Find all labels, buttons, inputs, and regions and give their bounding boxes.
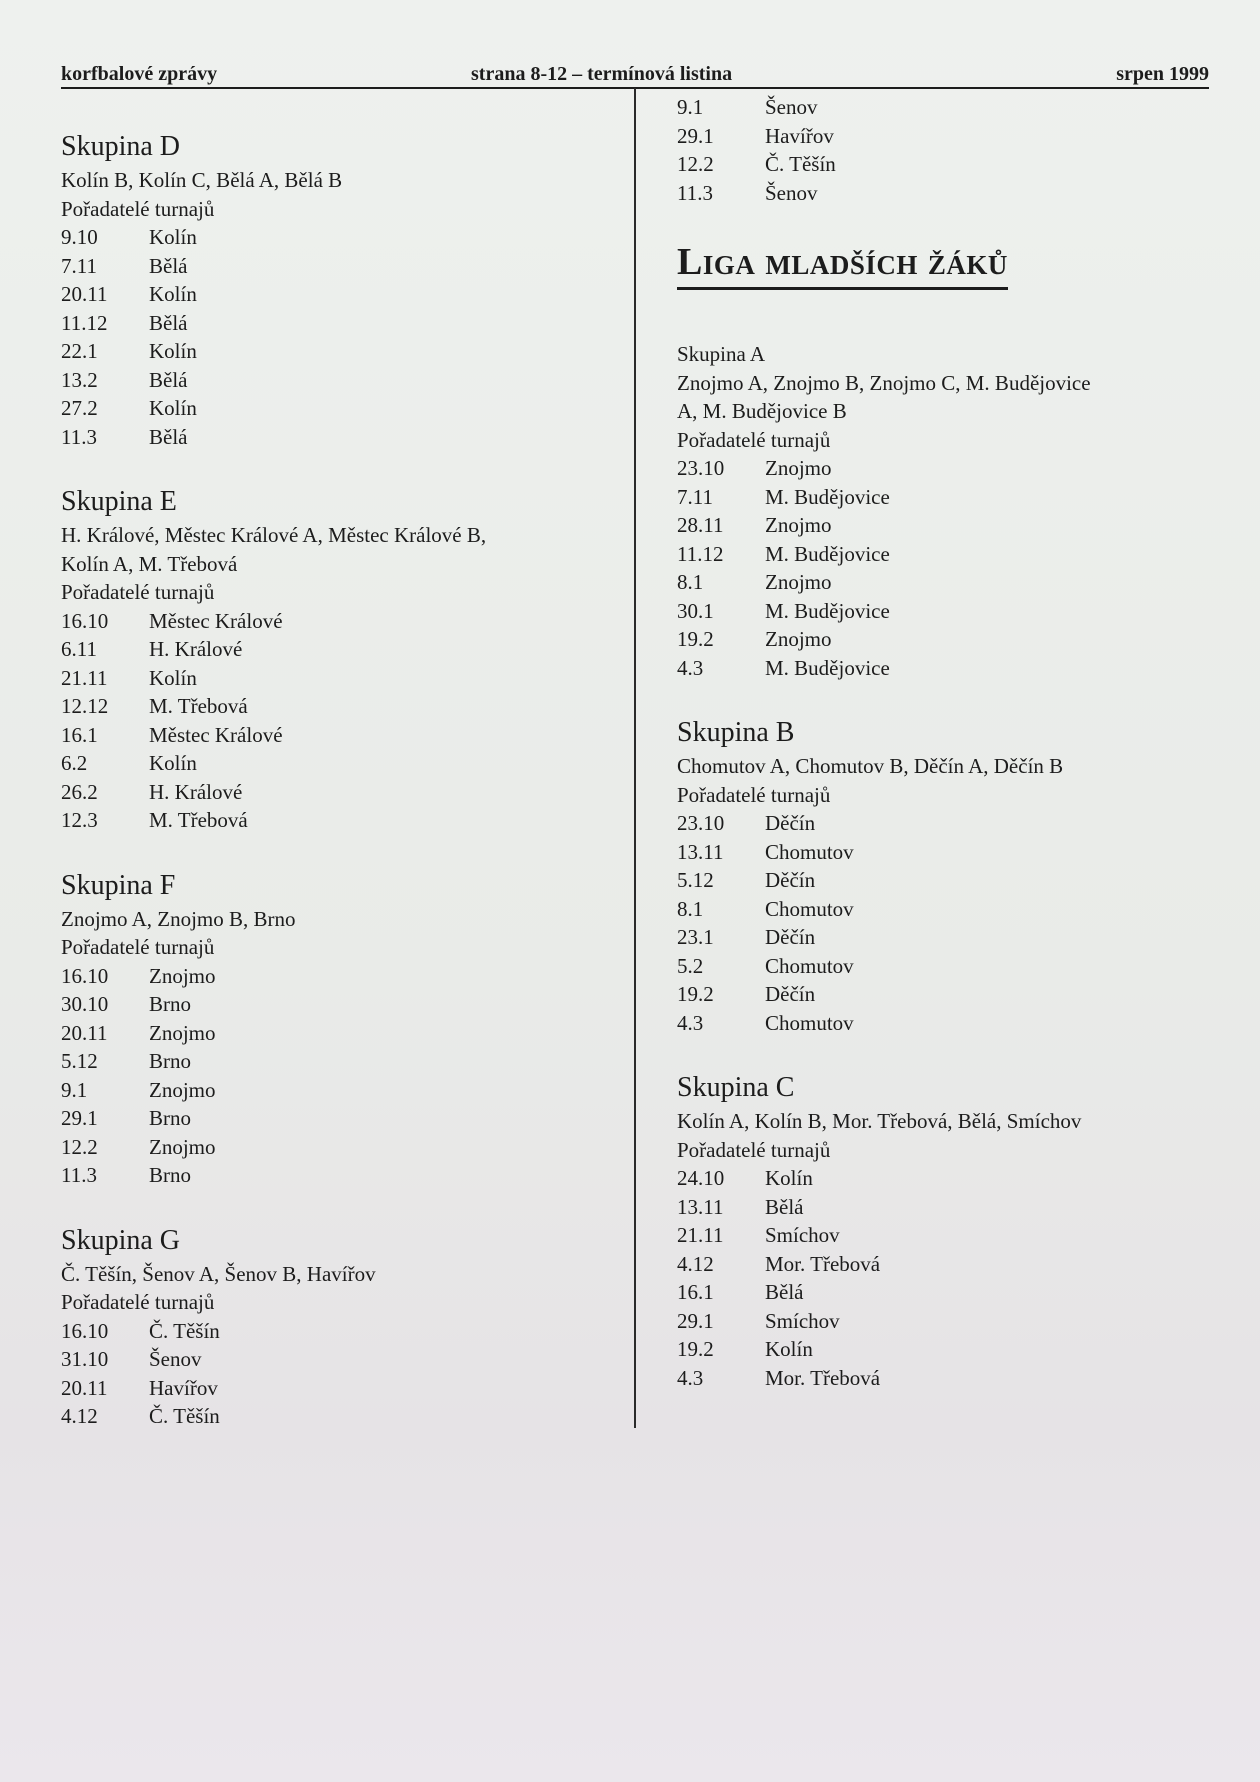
schedule-row bbox=[61, 223, 621, 252]
schedule-place: Městec Králové bbox=[149, 608, 283, 633]
schedule-date: 29.1 bbox=[677, 1308, 714, 1333]
schedule-row bbox=[677, 540, 1237, 569]
group-title: Skupina G bbox=[61, 1224, 180, 1256]
schedule-date: 29.1 bbox=[677, 123, 714, 148]
schedule-date: 7.11 bbox=[61, 253, 97, 278]
schedule-place: Kolín bbox=[149, 396, 197, 420]
schedule-row bbox=[677, 568, 1237, 597]
schedule-date: 13.11 bbox=[677, 839, 724, 864]
schedule-place: H. Králové bbox=[149, 637, 243, 661]
schedule-place: Chomutov bbox=[765, 1010, 854, 1035]
schedule-place: M. Třebová bbox=[149, 694, 248, 718]
group-title: Skupina A bbox=[677, 342, 766, 366]
schedule-place: Kolín bbox=[149, 665, 197, 690]
schedule-date: 5.2 bbox=[677, 953, 704, 978]
schedule-place: Kolín bbox=[765, 1166, 813, 1190]
group-teams: Kolín A, Kolín B, Mor. Třebová, Bělá, Smíchov bbox=[677, 1109, 1082, 1133]
right-column bbox=[677, 93, 1237, 1426]
schedule-place: Bělá bbox=[149, 424, 188, 449]
group-d bbox=[61, 130, 621, 451]
group-teams: Kolín B, Kolín C, Bělá A, Bělá B bbox=[61, 168, 343, 192]
schedule-row bbox=[61, 252, 621, 281]
schedule-row bbox=[61, 721, 621, 750]
schedule-list bbox=[61, 1317, 621, 1431]
schedule-row bbox=[677, 454, 1237, 483]
group-teams-line2: A, M. Budějovice B bbox=[677, 399, 847, 423]
schedule-date: 22.1 bbox=[61, 339, 98, 363]
schedule-row bbox=[61, 1374, 621, 1403]
schedule-row bbox=[61, 990, 621, 1019]
schedule-list bbox=[677, 809, 1237, 1037]
schedule-place: M. Třebová bbox=[149, 808, 248, 832]
schedule-list bbox=[61, 607, 621, 835]
schedule-row bbox=[61, 337, 621, 366]
schedule-row bbox=[677, 980, 1237, 1009]
schedule-date: 26.2 bbox=[61, 779, 98, 804]
schedule-date: 30.10 bbox=[61, 992, 109, 1016]
schedule-date: 9.1 bbox=[677, 95, 704, 119]
schedule-place: Chomutov bbox=[765, 839, 854, 864]
schedule-date: 28.11 bbox=[677, 513, 724, 537]
schedule-date: 12.2 bbox=[677, 152, 714, 176]
schedule-row bbox=[61, 1402, 621, 1431]
schedule-place: Bělá bbox=[765, 1194, 804, 1219]
schedule-date: 30.1 bbox=[677, 598, 714, 623]
group-teams: Znojmo A, Znojmo B, Brno bbox=[61, 906, 296, 931]
schedule-date: 9.10 bbox=[61, 225, 98, 249]
schedule-row bbox=[61, 1133, 621, 1162]
schedule-date: 21.11 bbox=[677, 1223, 724, 1247]
schedule-place: Bělá bbox=[149, 367, 188, 392]
schedule-date: 16.1 bbox=[61, 722, 98, 747]
group-g bbox=[61, 1224, 621, 1431]
schedule-date: 23.1 bbox=[677, 925, 714, 949]
organizers-label: Pořadatelé turnajů bbox=[677, 427, 831, 452]
schedule-row bbox=[677, 597, 1237, 626]
schedule-place: M. Budějovice bbox=[765, 655, 890, 680]
schedule-row bbox=[61, 692, 621, 721]
schedule-date: 13.11 bbox=[677, 1194, 724, 1219]
schedule-row bbox=[61, 778, 621, 807]
schedule-row bbox=[61, 749, 621, 778]
schedule-place: Brno bbox=[149, 1049, 191, 1073]
schedule-date: 21.11 bbox=[61, 665, 108, 690]
schedule-date: 5.12 bbox=[677, 868, 714, 892]
schedule-row bbox=[677, 809, 1237, 838]
schedule-date: 4.12 bbox=[61, 1404, 98, 1428]
header-date: srpen 1999 bbox=[1116, 63, 1209, 85]
schedule-row bbox=[61, 607, 621, 636]
schedule-place: Smíchov bbox=[765, 1223, 840, 1247]
schedule-date: 4.3 bbox=[677, 1010, 704, 1035]
schedule-row bbox=[61, 280, 621, 309]
schedule-row bbox=[61, 1345, 621, 1374]
schedule-place: Brno bbox=[149, 1106, 191, 1130]
schedule-place: Děčín bbox=[765, 925, 816, 949]
schedule-date: 11.3 bbox=[61, 1163, 97, 1187]
schedule-date: 11.3 bbox=[61, 424, 97, 449]
schedule-row bbox=[61, 1317, 621, 1346]
schedule-place: Č. Těšín bbox=[149, 1404, 220, 1428]
schedule-row bbox=[677, 838, 1237, 867]
schedule-date: 16.10 bbox=[61, 1318, 109, 1343]
schedule-date: 8.1 bbox=[677, 896, 704, 921]
schedule-row bbox=[677, 1221, 1237, 1250]
schedule-date: 6.2 bbox=[61, 751, 88, 775]
schedule-date: 11.12 bbox=[677, 541, 724, 566]
schedule-date: 9.1 bbox=[61, 1077, 88, 1102]
schedule-date: 23.10 bbox=[677, 456, 725, 480]
schedule-place: Chomutov bbox=[765, 896, 854, 921]
schedule-date: 20.11 bbox=[61, 282, 108, 306]
schedule-place: Č. Těšín bbox=[765, 152, 836, 176]
schedule-date: 24.10 bbox=[677, 1166, 725, 1190]
schedule-row bbox=[61, 309, 621, 338]
group-title: Skupina C bbox=[677, 1072, 795, 1103]
schedule-date: 16.10 bbox=[61, 963, 109, 988]
schedule-date: 20.11 bbox=[61, 1375, 108, 1400]
schedule-date: 11.12 bbox=[61, 310, 108, 335]
schedule-place: Znojmo bbox=[765, 456, 832, 480]
schedule-row bbox=[677, 483, 1237, 512]
schedule-place: Šenov bbox=[765, 95, 818, 119]
schedule-place: H. Králové bbox=[149, 779, 243, 804]
schedule-row bbox=[61, 635, 621, 664]
group-f bbox=[61, 869, 621, 1190]
schedule-row bbox=[677, 1364, 1237, 1393]
schedule-row bbox=[677, 122, 1237, 151]
schedule-place: Mor. Třebová bbox=[765, 1365, 881, 1390]
league-heading bbox=[677, 239, 1008, 290]
group-c bbox=[677, 1071, 1237, 1392]
schedule-row bbox=[61, 1076, 621, 1105]
schedule-place: Havířov bbox=[149, 1375, 218, 1400]
schedule-date: 11.3 bbox=[677, 180, 713, 205]
schedule-row bbox=[61, 1161, 621, 1190]
schedule-row bbox=[677, 866, 1237, 895]
schedule-date: 31.10 bbox=[61, 1347, 109, 1371]
schedule-place: Bělá bbox=[149, 253, 188, 278]
group-teams: Č. Těšín, Šenov A, Šenov B, Havířov bbox=[61, 1261, 376, 1286]
schedule-date: 7.11 bbox=[677, 484, 713, 509]
group-teams-line1: Znojmo A, Znojmo B, Znojmo C, M. Budějovice bbox=[677, 370, 1091, 395]
schedule-place: Znojmo bbox=[149, 963, 216, 988]
organizers-label: Pořadatelé turnajů bbox=[61, 580, 215, 604]
organizers-label: Pořadatelé turnajů bbox=[677, 782, 831, 807]
schedule-place: Šenov bbox=[765, 180, 818, 205]
schedule-place: Městec Králové bbox=[149, 722, 283, 747]
schedule-date: 23.10 bbox=[677, 811, 725, 835]
schedule-row bbox=[61, 806, 621, 835]
schedule-place: Chomutov bbox=[765, 953, 854, 978]
schedule-date: 4.3 bbox=[677, 1365, 704, 1390]
schedule-list bbox=[61, 223, 621, 451]
schedule-row bbox=[677, 1250, 1237, 1279]
schedule-place: M. Budějovice bbox=[765, 598, 890, 623]
schedule-place: M. Budějovice bbox=[765, 541, 890, 566]
schedule-date: 5.12 bbox=[61, 1049, 98, 1073]
schedule-row bbox=[677, 179, 1237, 208]
schedule-row bbox=[61, 664, 621, 693]
schedule-row bbox=[61, 366, 621, 395]
schedule-row bbox=[61, 1104, 621, 1133]
schedule-place: Děčín bbox=[765, 868, 816, 892]
left-column bbox=[61, 130, 621, 1465]
group-teams: Chomutov A, Chomutov B, Děčín A, Děčín B bbox=[677, 754, 1064, 778]
schedule-date: 12.12 bbox=[61, 694, 109, 718]
schedule-place: Znojmo bbox=[149, 1134, 216, 1159]
schedule-row bbox=[677, 93, 1237, 122]
schedule-date: 19.2 bbox=[677, 627, 714, 651]
schedule-place: Znojmo bbox=[765, 627, 832, 651]
group-g-continuation bbox=[677, 93, 1237, 207]
schedule-date: 4.3 bbox=[677, 655, 704, 680]
schedule-place: Bělá bbox=[765, 1280, 804, 1304]
schedule-place: Znojmo bbox=[149, 1077, 216, 1102]
schedule-date: 16.10 bbox=[61, 608, 109, 633]
schedule-place: Šenov bbox=[149, 1347, 202, 1371]
schedule-place: Brno bbox=[149, 992, 191, 1016]
organizers-label: Pořadatelé turnajů bbox=[677, 1137, 831, 1162]
schedule-row bbox=[677, 1009, 1237, 1038]
group-title: Skupina F bbox=[61, 869, 176, 901]
schedule-row bbox=[677, 923, 1237, 952]
schedule-place: Děčín bbox=[765, 982, 816, 1006]
group-title: Skupina B bbox=[677, 717, 795, 748]
schedule-row bbox=[677, 895, 1237, 924]
schedule-row bbox=[677, 1193, 1237, 1222]
schedule-place: Znojmo bbox=[765, 570, 832, 594]
organizers-label: Pořadatelé turnajů bbox=[61, 1290, 215, 1314]
schedule-list bbox=[677, 454, 1237, 682]
schedule-date: 19.2 bbox=[677, 982, 714, 1006]
schedule-place: Havířov bbox=[765, 123, 834, 148]
header-page-info: strana 8-12 – termínová listina bbox=[471, 63, 733, 85]
group-title: Skupina E bbox=[61, 486, 177, 517]
schedule-date: 16.1 bbox=[677, 1280, 714, 1304]
schedule-date: 6.11 bbox=[61, 637, 97, 661]
schedule-place: Bělá bbox=[149, 310, 188, 335]
schedule-list bbox=[61, 962, 621, 1190]
group-teams-line1: H. Králové, Městec Králové A, Městec Králové B, bbox=[61, 523, 487, 547]
schedule-date: 4.12 bbox=[677, 1251, 714, 1276]
league-heading-text: Liga mladších žáků bbox=[677, 241, 1008, 283]
organizers-label: Pořadatelé turnajů bbox=[61, 935, 215, 959]
schedule-place: Kolín bbox=[765, 1337, 813, 1361]
schedule-place: Znojmo bbox=[765, 513, 832, 537]
schedule-date: 12.2 bbox=[61, 1134, 98, 1159]
column-divider bbox=[634, 88, 636, 1428]
schedule-row bbox=[677, 1164, 1237, 1193]
schedule-place: Kolín bbox=[149, 751, 197, 775]
header-publication: korfbalové zprávy bbox=[61, 63, 218, 85]
schedule-place: Kolín bbox=[149, 339, 197, 363]
schedule-row bbox=[677, 952, 1237, 981]
schedule-date: 12.3 bbox=[61, 808, 98, 832]
schedule-place: Kolín bbox=[149, 282, 197, 306]
schedule-list bbox=[677, 1164, 1237, 1392]
schedule-date: 20.11 bbox=[61, 1020, 108, 1045]
schedule-row bbox=[677, 654, 1237, 683]
schedule-place: Č. Těšín bbox=[149, 1318, 220, 1343]
group-title: Skupina D bbox=[61, 131, 180, 162]
schedule-row bbox=[677, 150, 1237, 179]
schedule-place: Děčín bbox=[765, 811, 816, 835]
schedule-row bbox=[61, 1019, 621, 1048]
schedule-row bbox=[61, 1047, 621, 1076]
schedule-row bbox=[677, 1307, 1237, 1336]
schedule-row bbox=[677, 1335, 1237, 1364]
schedule-place: Mor. Třebová bbox=[765, 1251, 881, 1276]
group-a bbox=[677, 340, 1237, 682]
schedule-date: 8.1 bbox=[677, 570, 704, 594]
schedule-row bbox=[61, 423, 621, 452]
schedule-row bbox=[677, 625, 1237, 654]
schedule-place: M. Budějovice bbox=[765, 484, 890, 509]
schedule-date: 19.2 bbox=[677, 1337, 714, 1361]
schedule-date: 27.2 bbox=[61, 396, 98, 420]
schedule-row bbox=[61, 962, 621, 991]
schedule-date: 13.2 bbox=[61, 367, 98, 392]
schedule-row bbox=[677, 1278, 1237, 1307]
schedule-place: Kolín bbox=[149, 225, 197, 249]
group-teams-line2: Kolín A, M. Třebová bbox=[61, 551, 238, 576]
group-b bbox=[677, 716, 1237, 1037]
schedule-place: Znojmo bbox=[149, 1020, 216, 1045]
schedule-date: 29.1 bbox=[61, 1106, 98, 1130]
schedule-place: Smíchov bbox=[765, 1308, 840, 1333]
schedule-row bbox=[677, 511, 1237, 540]
organizers-label: Pořadatelé turnajů bbox=[61, 196, 215, 221]
schedule-place: Brno bbox=[149, 1163, 191, 1187]
schedule-row bbox=[61, 394, 621, 423]
group-e bbox=[61, 485, 621, 835]
